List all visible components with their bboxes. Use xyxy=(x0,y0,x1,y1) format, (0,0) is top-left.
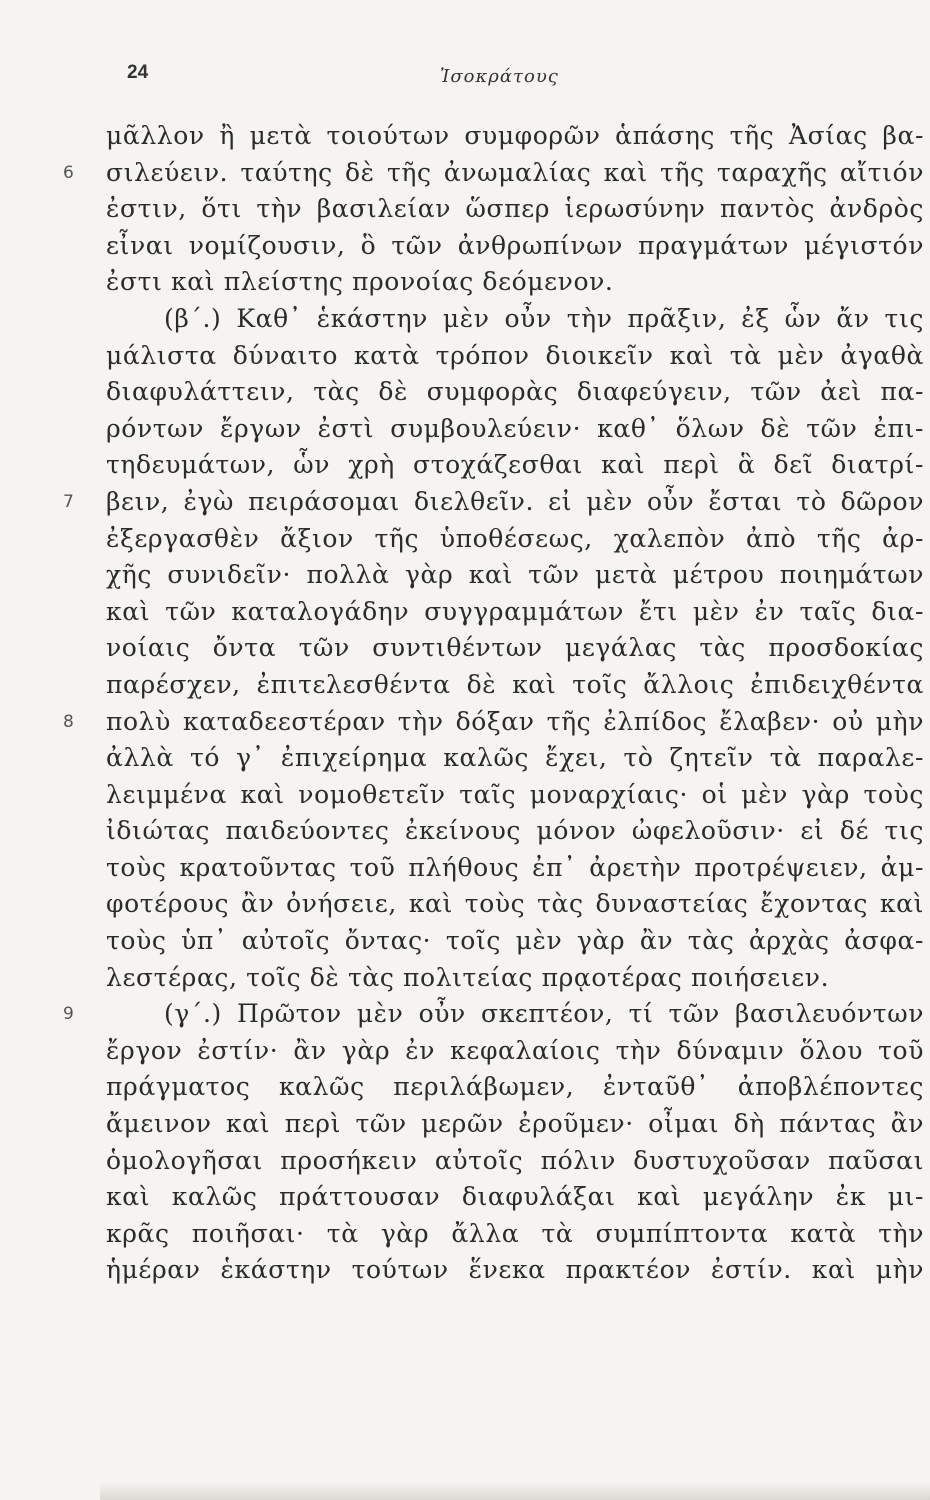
text-line xyxy=(0,594,930,631)
text-line xyxy=(0,667,930,704)
line-text: ἀλλὰ τό γ᾽ ἐπιχείρημα καλῶς ἔχει, τὸ ζητεῖν τὰ παραλε- xyxy=(106,743,924,773)
line-text: ἡμέραν ἑκάστην τούτων ἕνεκα πρακτέον ἐστίν. καὶ μὴν xyxy=(106,1255,924,1285)
text-line xyxy=(0,923,930,960)
line-text: ἰδιώτας παιδεύοντες ἐκείνους μόνον ὠφελοῦσιν· εἰ δέ τις xyxy=(106,816,924,846)
line-text: λειμμένα καὶ νομοθετεῖν ταῖς μοναρχίαις· οἱ μὲν γὰρ τοὺς xyxy=(106,779,924,809)
text-line xyxy=(0,447,930,484)
line-text: καὶ καλῶς πράττουσαν διαφυλάξαι καὶ μεγάλην ἐκ μι- xyxy=(106,1182,924,1212)
line-text: μᾶλλον ἢ μετὰ τοιούτων συμφορῶν ἁπάσης τῆς Ἀσίας βα- xyxy=(106,121,924,150)
text-line xyxy=(0,155,930,192)
text-line xyxy=(0,374,930,411)
line-text: ἐξεργασθὲν ἄξιον τῆς ὑποθέσεως, χαλεπὸν ἀπὸ τῆς ἀρ- xyxy=(106,523,924,553)
line-text: τοὺς ὑπ᾽ αὐτοῖς ὄντας· τοῖς μὲν γὰρ ἂν τὰς ἀρχὰς ἀσφα- xyxy=(106,926,924,956)
text-line xyxy=(0,777,930,814)
line-text: νοίαις ὄντα τῶν συντιθέντων μεγάλας τὰς προσδοκίας xyxy=(106,633,924,663)
text-line xyxy=(0,557,930,594)
text-line xyxy=(0,228,930,265)
text-line xyxy=(0,850,930,887)
text-line xyxy=(0,1179,930,1216)
page-header xyxy=(0,62,930,92)
text-line xyxy=(0,1143,930,1180)
section-number: 6 xyxy=(63,162,74,183)
text-line xyxy=(0,1252,930,1289)
page-bottom-edge xyxy=(100,1482,930,1500)
line-text: χῆς συνιδεῖν· πολλὰ γὰρ καὶ τῶν μετὰ μέτρου ποιημάτων xyxy=(106,560,924,590)
line-text: παρέσχεν, ἐπιτελεσθέντα δὲ καὶ τοῖς ἄλλοις ἐπιδειχθέντα xyxy=(106,669,924,699)
text-line xyxy=(0,1106,930,1143)
line-text: ὁμολογῆσαι προσήκειν αὐτοῖς πόλιν δυστυχοῦσαν παῦσαι xyxy=(106,1145,924,1175)
line-text: εἶναι νομίζουσιν, ὃ τῶν ἀνθρωπίνων πραγμάτων μέγιστόν xyxy=(106,230,924,260)
line-text: ἔργον ἐστίν· ἂν γὰρ ἐν κεφαλαίοις τὴν δύναμιν ὅλου τοῦ xyxy=(106,1035,924,1065)
line-text: λεστέρας, τοῖς δὲ τὰς πολιτείας πρᾳοτέρας ποιήσειεν. xyxy=(106,962,830,992)
line-text: (γ΄.) Πρῶτον μὲν οὖν σκεπτέον, τί τῶν βασιλευόντων xyxy=(164,999,924,1029)
text-line xyxy=(0,411,930,448)
section-number: 9 xyxy=(63,1004,74,1025)
line-text: καὶ τῶν καταλογάδην συγγραμμάτων ἔτι μὲν ἐν ταῖς δια- xyxy=(106,596,924,626)
running-title: Ἰσοκράτους xyxy=(440,66,559,87)
line-text: κρᾶς ποιῆσαι· τὰ γὰρ ἄλλα τὰ συμπίπτοντα κατὰ τὴν xyxy=(106,1218,924,1248)
line-text: σιλεύειν. ταύτης δὲ τῆς ἀνωμαλίας καὶ τῆς ταραχῆς αἴτιόν xyxy=(106,157,924,187)
text-line xyxy=(0,704,930,741)
text-line xyxy=(0,1069,930,1106)
line-text: τοὺς κρατοῦντας τοῦ πλήθους ἐπ᾽ ἀρετὴν προτρέψειεν, ἀμ- xyxy=(106,852,924,882)
line-text: βειν, ἐγὼ πειράσομαι διελθεῖν. εἰ μὲν οὖν ἔσται τὸ δῶρον xyxy=(106,486,924,516)
text-line xyxy=(0,630,930,667)
line-text: ἄμεινον καὶ περὶ τῶν μερῶν ἐροῦμεν· οἶμαι δὴ πάντας ἂν xyxy=(106,1109,924,1139)
text-line xyxy=(0,264,930,301)
text-line xyxy=(0,740,930,777)
section-number: 7 xyxy=(63,491,74,512)
text-line xyxy=(0,886,930,923)
line-text: πολὺ καταδεεστέραν τὴν δόξαν τῆς ἐλπίδος ἔλαβεν· οὐ μὴν xyxy=(106,706,924,736)
line-text: μάλιστα δύναιτο κατὰ τρόπον διοικεῖν καὶ τὰ μὲν ἀγαθὰ xyxy=(106,340,924,370)
line-text: διαφυλάττειν, τὰς δὲ συμφορὰς διαφεύγειν, τῶν ἀεὶ πα- xyxy=(106,377,924,407)
section-number: 8 xyxy=(63,711,74,732)
text-line xyxy=(0,338,930,375)
line-text: (β΄.) Καθ᾽ ἑκάστην μὲν οὖν τὴν πρᾶξιν, ἐξ ὧν ἄν τις xyxy=(164,303,924,333)
line-text: τηδευμάτων, ὧν χρὴ στοχάζεσθαι καὶ περὶ ἃ δεῖ διατρί- xyxy=(106,450,924,480)
line-text: πράγματος καλῶς περιλάβωμεν, ἐνταῦθ᾽ ἀποβλέποντες xyxy=(106,1072,924,1102)
text-line xyxy=(0,191,930,228)
text-line xyxy=(0,960,930,997)
line-text: ἐστι καὶ πλείστης προνοίας δεόμενον. xyxy=(106,267,614,297)
line-text: φοτέρους ἂν ὀνήσειε, καὶ τοὺς τὰς δυναστείας ἔχοντας καὶ xyxy=(106,889,924,919)
line-text: ρόντων ἔργων ἐστὶ συμβουλεύειν· καθ᾽ ὅλων δὲ τῶν ἐπι- xyxy=(106,413,924,443)
page-number: 24 xyxy=(127,62,149,83)
line-text: ἐστιν, ὅτι τὴν βασιλείαν ὥσπερ ἱερωσύνην παντὸς ἀνδρὸς xyxy=(106,194,924,224)
text-line xyxy=(0,118,930,155)
text-line xyxy=(0,1216,930,1253)
text-line xyxy=(0,996,930,1033)
text-line xyxy=(0,1033,930,1070)
text-line xyxy=(0,813,930,850)
text-line xyxy=(0,521,930,558)
text-line xyxy=(0,484,930,521)
text-line xyxy=(0,301,930,338)
text-body xyxy=(0,118,930,1289)
